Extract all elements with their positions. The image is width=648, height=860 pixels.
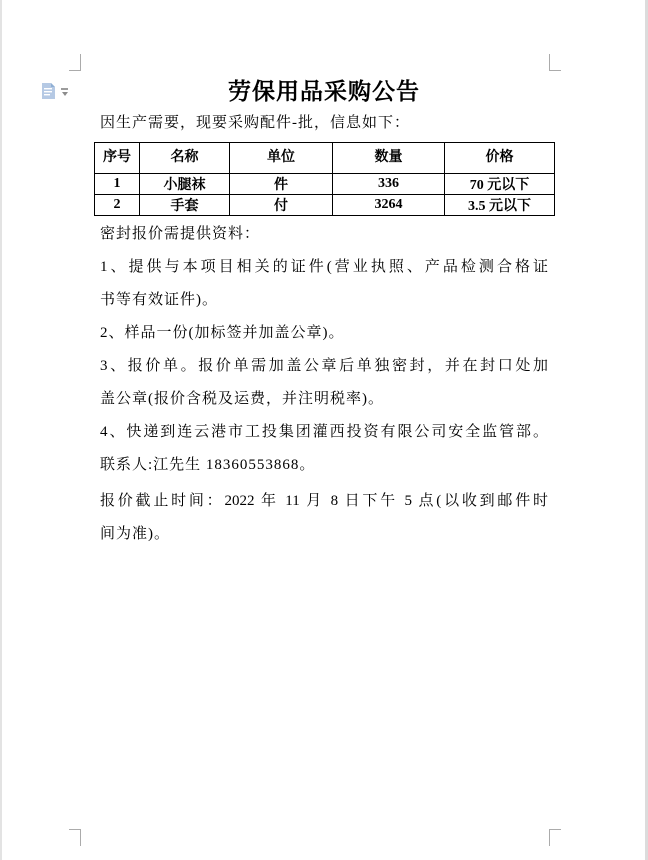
- body-line: 联系人:江先生 18360553868。: [100, 457, 316, 473]
- cell-price: 3.5 元以下: [445, 195, 555, 216]
- margin-crop-mark-bottom-right: [549, 829, 561, 846]
- cell-price: 70 元以下: [445, 174, 555, 195]
- cell-unit: 付: [230, 195, 333, 216]
- table-row: [95, 195, 555, 216]
- body-line: 间为准)。: [100, 526, 170, 542]
- cell-name: 手套: [140, 195, 230, 216]
- header-cell-name: 名称: [140, 143, 230, 174]
- margin-crop-mark-bottom-left: [69, 829, 81, 846]
- body-line: 书等有效证件)。: [100, 292, 218, 308]
- header-cell-price: 价格: [445, 143, 555, 174]
- body-line: 盖公章(报价含税及运费，并注明税率)。: [100, 391, 384, 407]
- margin-crop-mark-top-left: [69, 54, 81, 71]
- body-line: 4、快递到连云港市工投集团灌西投资有限公司安全监管部。: [100, 424, 548, 440]
- table-header-row: [95, 143, 555, 174]
- margin-crop-mark-top-right: [549, 54, 561, 71]
- body-line: 密封报价需提供资料：: [100, 226, 261, 242]
- body-line: 2、样品一份(加标签并加盖公章)。: [100, 325, 345, 341]
- items-table: [94, 142, 555, 216]
- cell-name: 小腿袜: [140, 174, 230, 195]
- paste-options-button[interactable]: [41, 78, 77, 102]
- header-cell-quantity: 数量: [333, 143, 445, 174]
- table-row: [95, 174, 555, 195]
- cell-index: 2: [95, 195, 140, 216]
- window-left-edge: [0, 0, 2, 860]
- body-line: 3、报价单。报价单需加盖公章后单独密封，并在封口处加: [100, 358, 548, 374]
- body-line: 1、提供与本项目相关的证件(营业执照、产品检测合格证: [100, 259, 548, 275]
- body-line: 报价截止时间：2022 年 11 月 8 日下午 5 点(以收到邮件时: [100, 493, 548, 509]
- header-cell-index: 序号: [95, 143, 140, 174]
- cell-unit: 件: [230, 174, 333, 195]
- header-cell-unit: 单位: [230, 143, 333, 174]
- cell-index: 1: [95, 174, 140, 195]
- intro-paragraph: 因生产需要，现要采购配件-批，信息如下：: [100, 115, 410, 131]
- cell-quantity: 336: [333, 174, 445, 195]
- dropdown-arrow-icon[interactable]: [61, 88, 68, 96]
- paste-options-icon: [41, 81, 56, 100]
- page-title: 劳保用品采购公告: [228, 79, 420, 104]
- cell-quantity: 3264: [333, 195, 445, 216]
